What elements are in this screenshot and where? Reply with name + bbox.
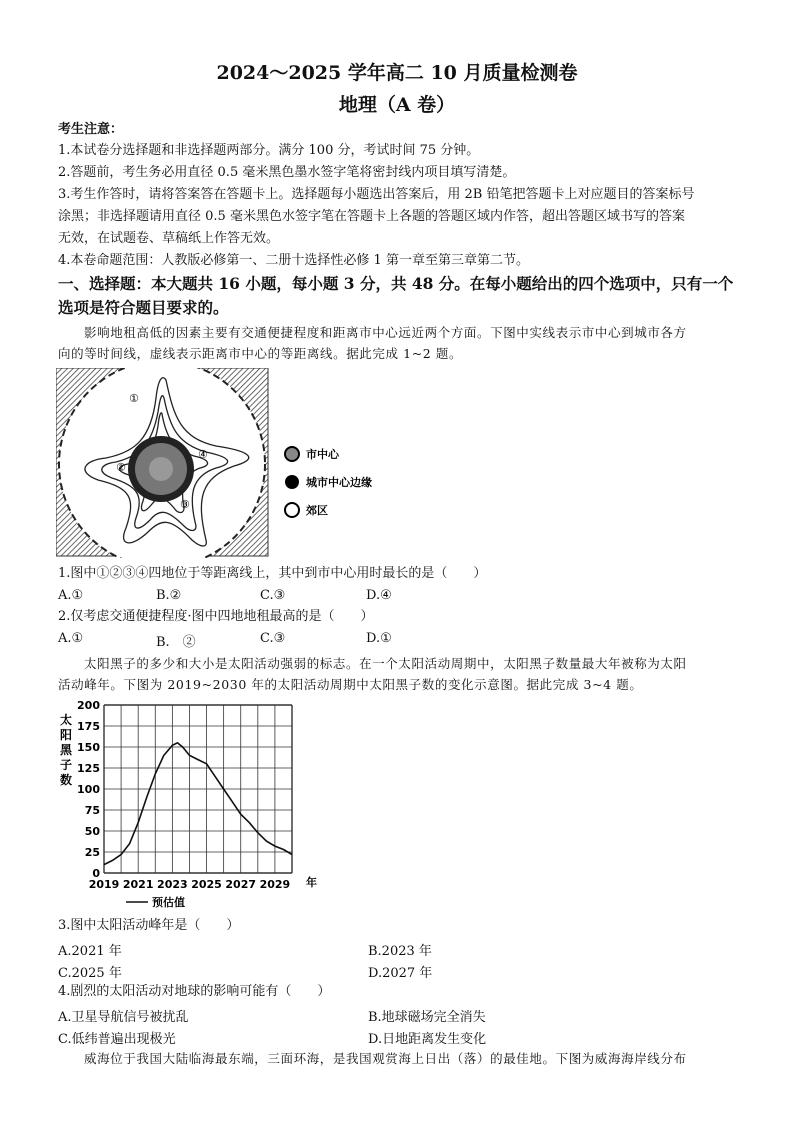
isochrone-map (56, 368, 401, 558)
x-tick-label: 2019 (88, 878, 120, 891)
notice-item: 涂黑；非选择题请用直径 0.5 毫米黑色水签字笔在答题卡上各题的答题区域内作答，超出答题区域书写的答案 (58, 209, 685, 224)
chart-xlabel: 年 (306, 876, 317, 889)
legend-city-center-icon (285, 447, 299, 461)
passage1-line1: 影响地租高低的因素主要有交通便捷程度和距离市中心远近两个方面。下图中实线表示市中心到城市各方 (84, 325, 687, 340)
legend-suburb-icon (285, 503, 299, 517)
legend-city-edge: 城市中心边缘 (306, 476, 372, 489)
passage3-line1: 威海位于我国大陆临海最东端，三面环海，是我国观赏海上日出（落）的最佳地。下图为威海海岸线分布 (84, 1051, 687, 1066)
q4-stem: 4.剧烈的太阳活动对地球的影响可能有（ ） (58, 984, 331, 999)
x-tick-label: 2027 (225, 878, 257, 891)
y-tick-label: 0 (92, 867, 100, 880)
y-tick-label: 25 (84, 846, 100, 859)
section-heading-line2: 选项是符合题目要求的。 (58, 298, 229, 317)
q2-option-d: D.① (366, 631, 392, 646)
sunspot-series-line (104, 743, 292, 865)
notice-item: 无效，在试题卷、草稿纸上作答无效。 (58, 231, 280, 246)
notice-item: 1.本试卷分选择题和非选择题两部分。满分 100 分，考试时间 75 分钟。 (58, 143, 480, 158)
marker-3: ③ (180, 498, 190, 511)
passage2-line2: 活动峰年。下图为 2019~2030 年的太阳活动周期中太阳黑子数的变化示意图。据此完成 3~4 题。 (58, 677, 643, 692)
sunspot-chart (56, 696, 326, 911)
y-tick-label: 50 (84, 825, 100, 838)
q2-option-c: C.③ (260, 631, 286, 646)
x-tick-label: 2029 (259, 878, 291, 891)
y-tick-label: 100 (77, 783, 100, 796)
x-tick-label: 2023 (157, 878, 188, 891)
q3-option-c: C.2025 年 (58, 966, 122, 981)
notice-item: 3.考生作答时，请将答案答在答题卡上。选择题每小题选出答案后，用 2B 铅笔把答题卡上对应题目的答案标号 (58, 187, 695, 202)
q4-option-c: C.低纬普遍出现极光 (58, 1032, 176, 1047)
y-tick-label: 75 (84, 804, 100, 817)
q4-option-d: D.日地距离发生变化 (368, 1032, 487, 1047)
y-tick-label: 200 (77, 699, 100, 712)
q2-option-b: B. ② (156, 635, 196, 650)
marker-1: ① (129, 392, 139, 405)
section-heading-line1: 一、选择题：本大题共 16 小题，每小题 3 分，共 48 分。在每小题给出的四个选项中，只有一个 (58, 274, 734, 293)
q4-option-a: A.卫星导航信号被扰乱 (58, 1010, 189, 1025)
q1-stem: 1.图中①②③④四地位于等距离线上，其中到市中心用时最长的是（ ） (58, 566, 487, 581)
q1-option-c: C.③ (260, 588, 286, 603)
marker-4: ④ (198, 448, 208, 461)
exam-title: 2024～2025 学年高二 10 月质量检测卷 (216, 62, 578, 84)
y-tick-label: 175 (77, 720, 100, 733)
q1-option-d: D.④ (366, 588, 392, 603)
legend-suburb: 郊区 (306, 504, 328, 517)
y-tick-label: 125 (77, 762, 100, 775)
marker-2: ② (116, 461, 126, 474)
y-tick-label: 150 (77, 741, 100, 754)
legend-city-edge-icon (285, 475, 299, 489)
q1-option-b: B.② (156, 588, 182, 603)
x-tick-label: 2025 (191, 878, 222, 891)
q3-option-d: D.2027 年 (368, 966, 433, 981)
q1-option-a: A.① (58, 588, 84, 603)
exam-subtitle: 地理（A 卷） (338, 94, 456, 116)
q3-option-a: A.2021 年 (58, 944, 122, 959)
notice-item: 4.本卷命题范围：人教版必修第一、二册十选择性必修 1 第一章至第三章第二节。 (58, 253, 529, 268)
q3-stem: 3.图中太阳活动峰年是（ ） (58, 918, 240, 933)
notice-heading: 考生注意： (58, 122, 124, 137)
city-center-core (149, 457, 173, 481)
chart-ylabel: 太阳黑子数 (60, 713, 73, 787)
q2-stem: 2.仅考虑交通便捷程度·图中四地地租最高的是（ ） (58, 609, 374, 624)
x-tick-label: 2021 (122, 878, 154, 891)
q4-option-b: B.地球磁场完全消失 (368, 1010, 486, 1025)
passage1-line2: 向的等时间线，虚线表示距离市中心的等距离线。据此完成 1~2 题。 (58, 346, 463, 361)
q2-option-a: A.① (58, 631, 84, 646)
passage2-line1: 太阳黑子的多少和大小是太阳活动强弱的标志。在一个太阳活动周期中，太阳黑子数量最大年被称为太阳 (84, 656, 687, 671)
notice-item: 2.答题前，考生务必用直径 0.5 毫米黑色墨水签字笔将密封线内项目填写清楚。 (58, 165, 516, 180)
legend-city-center: 市中心 (306, 448, 339, 461)
q3-option-b: B.2023 年 (368, 944, 432, 959)
chart-legend: 预估值 (152, 896, 185, 909)
